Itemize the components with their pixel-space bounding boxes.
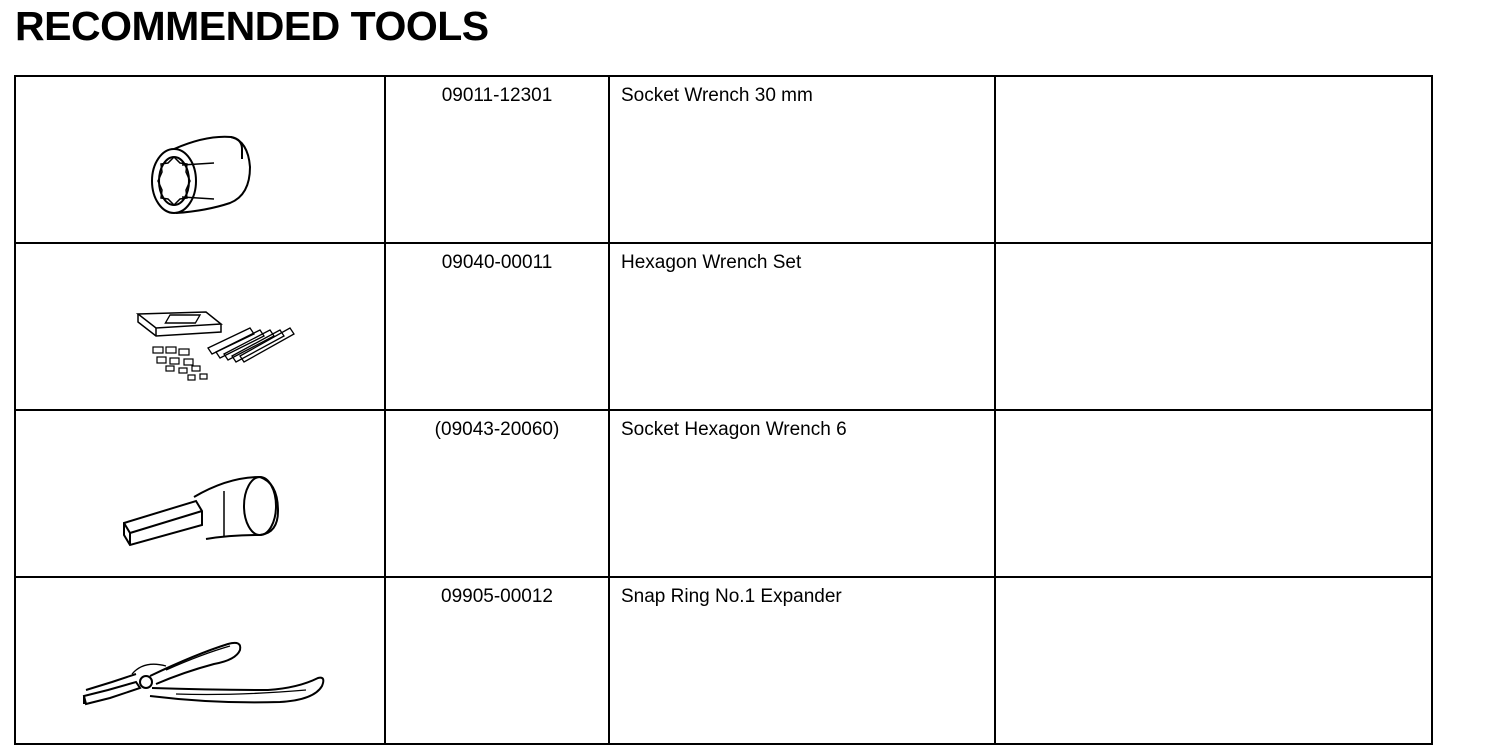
part-number: 09011-12301 bbox=[385, 76, 609, 243]
part-number: (09043-20060) bbox=[385, 410, 609, 577]
tool-description: Socket Wrench 30 mm bbox=[609, 76, 995, 243]
notes-cell bbox=[995, 410, 1432, 577]
table-row bbox=[15, 76, 1432, 243]
part-number: 09905-00012 bbox=[385, 577, 609, 744]
table-row bbox=[15, 243, 1432, 410]
table-row bbox=[15, 410, 1432, 577]
table-row bbox=[15, 577, 1432, 744]
tool-image-cell bbox=[15, 577, 385, 744]
notes-cell bbox=[995, 243, 1432, 410]
tool-description: Snap Ring No.1 Expander bbox=[609, 577, 995, 744]
tool-image-cell bbox=[15, 410, 385, 577]
snap-ring-expander-illustration bbox=[16, 578, 386, 735]
notes-cell bbox=[995, 76, 1432, 243]
page-title: RECOMMENDED TOOLS bbox=[15, 3, 489, 49]
socket-wrench-illustration bbox=[16, 77, 386, 234]
tool-image-cell bbox=[15, 76, 385, 243]
part-number: 09040-00011 bbox=[385, 243, 609, 410]
hexagon-wrench-set-illustration bbox=[16, 244, 386, 401]
tool-description: Socket Hexagon Wrench 6 bbox=[609, 410, 995, 577]
notes-cell bbox=[995, 577, 1432, 744]
tools-table bbox=[14, 75, 1433, 745]
tool-description: Hexagon Wrench Set bbox=[609, 243, 995, 410]
socket-hexagon-wrench-illustration bbox=[16, 411, 386, 568]
tool-image-cell bbox=[15, 243, 385, 410]
